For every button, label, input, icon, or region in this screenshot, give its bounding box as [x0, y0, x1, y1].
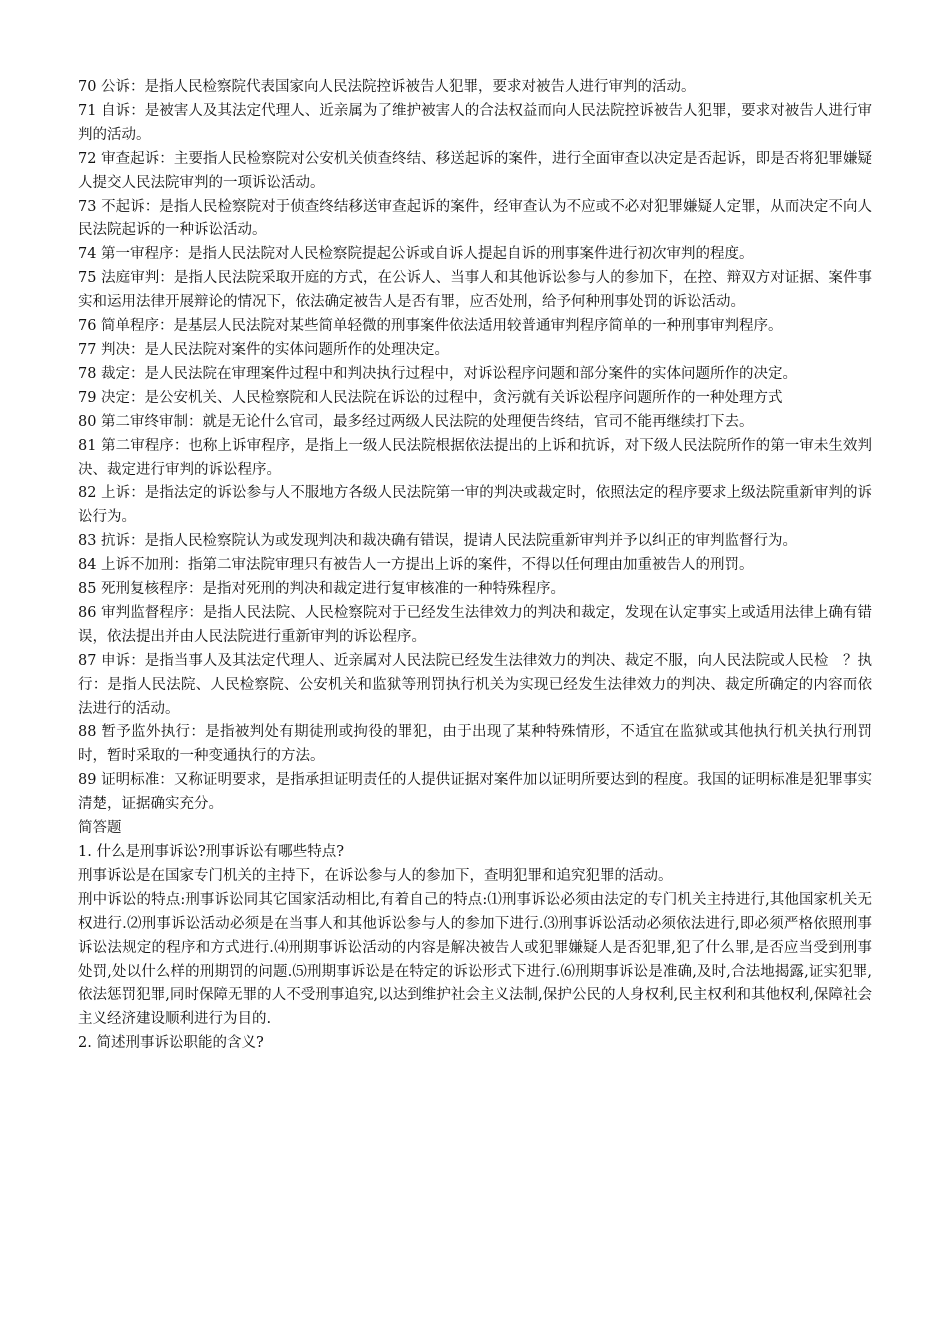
question-2: 2. 简述刑事诉讼职能的含义? — [78, 1035, 264, 1052]
definition-72: 72 审查起诉：主要指人民检察院对公安机关侦查终结、移送起诉的案件，进行全面审查以决定是否起诉，即是否将犯罪嫌疑人提交人民法院审判的一项诉讼活动。 — [78, 150, 872, 191]
answer-1-definition: 刑事诉讼是在国家专门机关的主持下，在诉讼参与人的参加下，查明犯罪和追究犯罪的活动。 — [78, 867, 673, 884]
definition-75: 75 法庭审判：是指人民法院采取开庭的方式，在公诉人、当事人和其他诉讼参与人的参加下，在控、辩双方对证据、案件事实和运用法律开展辩论的情况下，依法确定被告人是否有罪，应否处刑，给予何种刑事处罚的诉讼活动。 — [78, 270, 872, 311]
definition-73: 73 不起诉：是指人民检察院对于侦查终结移送审查起诉的案件，经审查认为不应或不必对犯罪嫌疑人定罪，从而决定不向人民法院起诉的一种诉讼活动。 — [78, 198, 872, 239]
definition-78: 78 裁定：是人民法院在审理案件过程中和判决执行过程中，对诉讼程序问题和部分案件的实体问题所作的决定。 — [78, 365, 798, 382]
definition-88: 88 暂予监外执行：是指被判处有期徒刑或拘役的罪犯，由于出现了某种特殊情形，不适宜在监狱或其他执行机关执行刑罚时，暂时采取的一种变通执行的方法。 — [78, 724, 872, 765]
definition-71: 71 自诉：是被害人及其法定代理人、近亲属为了维护被害人的合法权益而向人民法院控诉被告人犯罪，要求对被告人进行审判的活动。 — [78, 102, 872, 143]
definition-85: 85 死刑复核程序：是指对死刑的判决和裁定进行复审核准的一种特殊程序。 — [78, 581, 566, 598]
definition-81: 81 第二审程序：也称上诉审程序，是指上一级人民法院根据依法提出的上诉和抗诉，对下级人民法院所作的第一审未生效判决、裁定进行审判的诉讼程序。 — [78, 437, 872, 478]
definition-76: 76 简单程序：是基层人民法院对某些简单轻微的刑事案件依法适用较普通审判程序简单的一种刑事审判程序。 — [78, 318, 783, 335]
definition-83: 83 抗诉：是指人民检察院认为或发现判决和裁决确有错误，提请人民法院重新审判并予以纠正的审判监督行为。 — [78, 533, 798, 550]
question-1: 1. 什么是刑事诉讼?刑事诉讼有哪些特点? — [78, 844, 344, 860]
definition-77: 77 判决：是人民法院对案件的实体问题所作的处理决定。 — [78, 341, 450, 358]
definition-80: 80 第二审终审制：就是无论什么官司，最多经过两级人民法院的处理便告终结，官司不能再继续打下去。 — [78, 413, 754, 430]
definition-70: 70 公诉：是指人民检察院代表国家向人民法院控诉被告人犯罪，要求对被告人进行审判的活动。 — [78, 79, 696, 95]
definition-86: 86 审判监督程序：是指人民法院、人民检察院对于已经发生法律效力的判决和裁定，发现在认定事实上或适用法律上确有错误，依法提出并由人民法院进行重新审判的诉讼程序。 — [78, 604, 872, 645]
definition-74: 74 第一审程序：是指人民法院对人民检察院提起公诉或自诉人提起自诉的刑事案件进行初次审判的程度。 — [78, 246, 754, 263]
document-page — [78, 76, 872, 1056]
definition-89: 89 证明标准：又称证明要求，是指承担证明责任的人提供证据对案件加以证明所要达到的程度。我国的证明标准是犯罪事实清楚，证据确实充分。 — [78, 772, 872, 813]
answer-1-features: 刑中诉讼的特点:刑事诉讼同其它国家活动相比,有着自己的特点:⑴刑事诉讼必须由法定的专门机关主持进行,其他国家机关无权进行.⑵刑事诉讼活动必须是在当事人和其他诉讼参与人的参加下进行.⑶刑事诉讼活动必须依法进行,即必须严格依照刑事诉讼法规定的程序和方式进行.⑷刑期事诉讼活动的内容是解决被告人或犯罪嫌疑人是否犯罪,犯了什么罪,是否应当受到刑事处罚,处以什么样的刑期罚的问题.⑸刑期事诉讼是在特定的诉讼形式下进行.⑹刑期事诉讼是准确,及时,合法地揭露,证实犯罪,依法惩罚犯罪,同时保障无罪的人不受刑事追究,以达到维护社会主义法制,保护公民的人身权利,民主权利和其他权利,保障社会主义经济建设顺利进行为目的. — [78, 891, 872, 1028]
section-heading: 简答题 — [78, 820, 122, 837]
definition-79: 79 决定：是公安机关、人民检察院和人民法院在诉讼的过程中，贪污就有关诉讼程序问题所作的一种处理方式 — [78, 389, 783, 406]
definition-82: 82 上诉：是指法定的诉讼参与人不服地方各级人民法院第一审的判决或裁定时，依照法定的程序要求上级法院重新审判的诉讼行为。 — [78, 485, 872, 526]
definition-84: 84 上诉不加刑：指第二审法院审理只有被告人一方提出上诉的案件，不得以任何理由加重被告人的刑罚。 — [78, 557, 754, 574]
definition-87: 87 申诉：是指当事人及其法定代理人、近亲属对人民法院已经发生法律效力的判决、裁定不服，向人民法院或人民检 ？执行：是指人民法院、人民检察院、公安机关和监狱等刑罚执行机关为实现已经发生法律效力的判决、裁定所确定的内容而依法进行的活动。 — [78, 652, 872, 717]
